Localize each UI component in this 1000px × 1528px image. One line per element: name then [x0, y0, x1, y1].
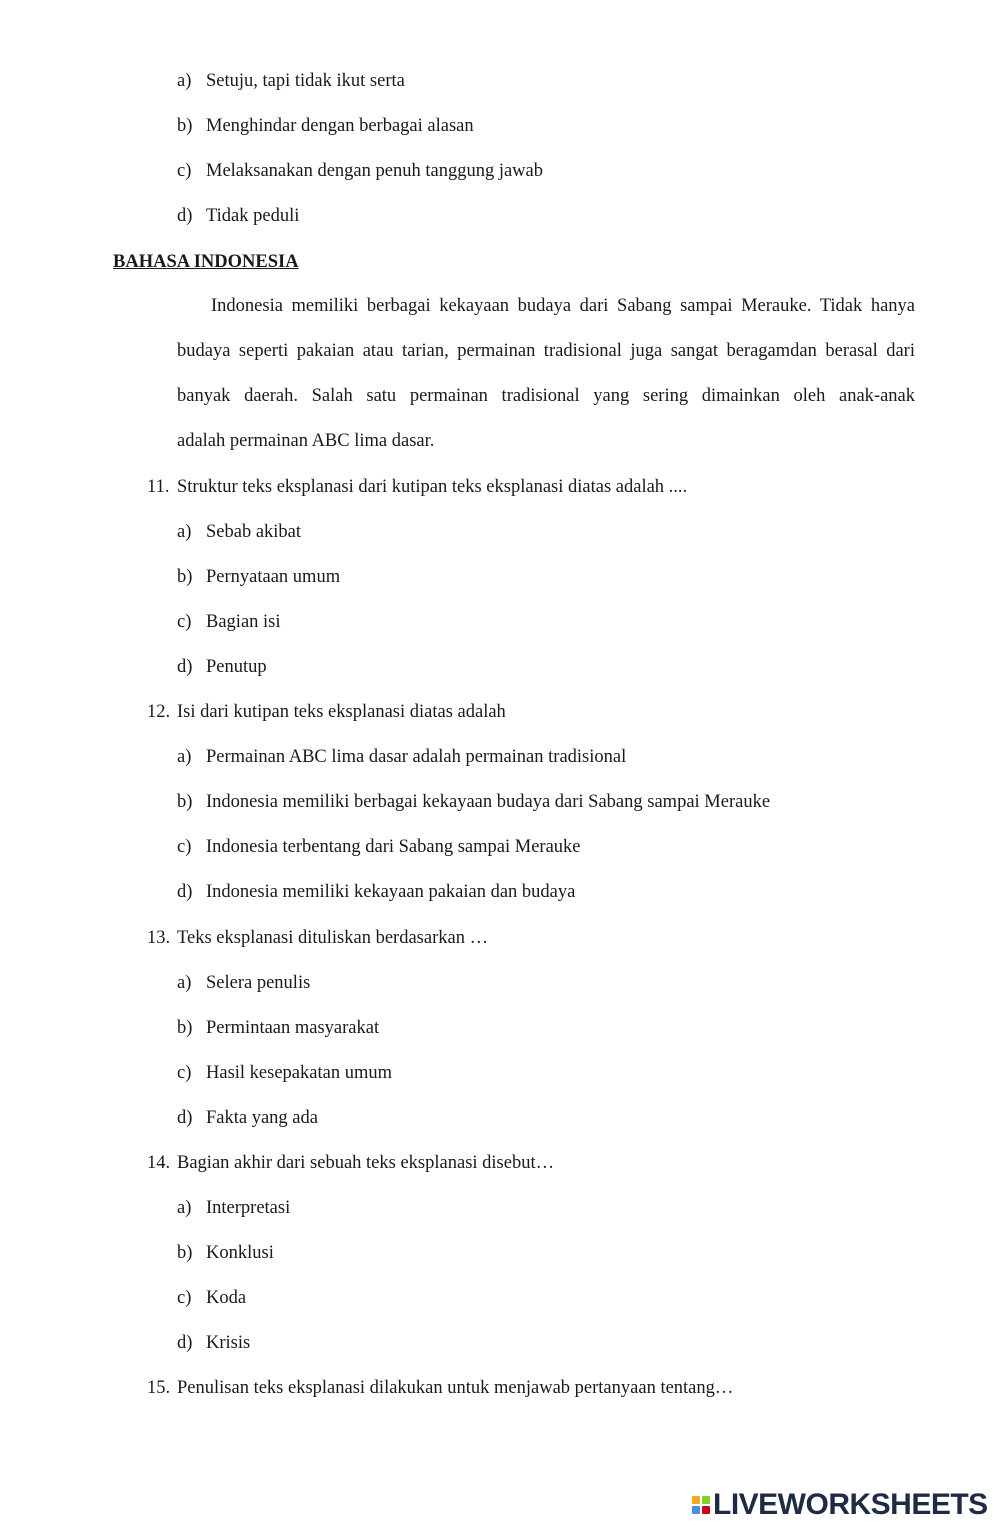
option-letter: c)	[177, 161, 192, 181]
option-text[interactable]: Krisis	[206, 1333, 251, 1353]
option-text[interactable]: Koda	[206, 1288, 247, 1308]
liveworksheets-logo	[692, 1488, 988, 1522]
option-letter: d)	[177, 882, 193, 902]
option-letter: b)	[177, 1243, 193, 1263]
passage-line: banyak daerah. Salah satu permainan tradisional yang sering dimainkan oleh anak-anak	[177, 386, 915, 406]
question-number: 15.	[147, 1378, 171, 1398]
logo-icon-square	[702, 1496, 710, 1504]
option-letter: b)	[177, 116, 193, 136]
option-text[interactable]: Indonesia terbentang dari Sabang sampai Merauke	[206, 837, 581, 857]
question-text: Penulisan teks eksplanasi dilakukan untuk menjawab pertanyaan tentang…	[177, 1378, 734, 1398]
option-text[interactable]: Sebab akibat	[206, 522, 302, 542]
option-text[interactable]: Tidak peduli	[206, 206, 300, 226]
option-text[interactable]: Fakta yang ada	[206, 1108, 318, 1128]
option-letter: a)	[177, 973, 192, 993]
section-heading: BAHASA INDONESIA	[113, 252, 299, 272]
option-letter: b)	[177, 1018, 193, 1038]
option-letter: a)	[177, 1198, 192, 1218]
option-letter: d)	[177, 1333, 193, 1353]
option-letter: d)	[177, 657, 193, 677]
question-text: Teks eksplanasi dituliskan berdasarkan …	[177, 928, 489, 948]
logo-text: LIVEWORKSHEETS	[713, 1488, 988, 1521]
option-letter: a)	[177, 747, 192, 767]
logo-icon-square	[692, 1506, 700, 1514]
option-text[interactable]: Hasil kesepakatan umum	[206, 1063, 392, 1083]
option-letter: c)	[177, 1288, 192, 1308]
question-text: Isi dari kutipan teks eksplanasi diatas adalah	[177, 702, 506, 722]
option-text[interactable]: Menghindar dengan berbagai alasan	[206, 116, 474, 136]
option-letter: c)	[177, 1063, 192, 1083]
option-letter: b)	[177, 792, 193, 812]
option-text[interactable]: Pernyataan umum	[206, 567, 341, 587]
option-letter: b)	[177, 567, 193, 587]
option-letter: c)	[177, 837, 192, 857]
question-number: 12.	[147, 702, 171, 722]
option-text[interactable]: Setuju, tapi tidak ikut serta	[206, 71, 405, 91]
option-text[interactable]: Selera penulis	[206, 973, 311, 993]
question-text: Struktur teks eksplanasi dari kutipan teks eksplanasi diatas adalah ....	[177, 477, 688, 497]
passage-line: Indonesia memiliki berbagai kekayaan budaya dari Sabang sampai Merauke. Tidak hanya	[211, 296, 915, 316]
option-text[interactable]: Bagian isi	[206, 612, 281, 632]
logo-icon-square	[692, 1496, 700, 1504]
option-text[interactable]: Indonesia memiliki kekayaan pakaian dan budaya	[206, 882, 576, 902]
option-text[interactable]: Permintaan masyarakat	[206, 1018, 380, 1038]
passage-line: adalah permainan ABC lima dasar.	[177, 431, 435, 451]
question-number: 13.	[147, 928, 171, 948]
option-text[interactable]: Permainan ABC lima dasar adalah permainan tradisional	[206, 747, 627, 767]
option-letter: a)	[177, 71, 192, 91]
question-number: 14.	[147, 1153, 171, 1173]
option-text[interactable]: Melaksanakan dengan penuh tanggung jawab	[206, 161, 544, 181]
question-text: Bagian akhir dari sebuah teks eksplanasi disebut…	[177, 1153, 555, 1173]
option-text[interactable]: Interpretasi	[206, 1198, 291, 1218]
option-letter: d)	[177, 1108, 193, 1128]
liveworksheets-logo-icon	[692, 1496, 710, 1514]
option-text[interactable]: Konklusi	[206, 1243, 274, 1263]
option-text[interactable]: Indonesia memiliki berbagai kekayaan budaya dari Sabang sampai Merauke	[206, 792, 771, 812]
question-number: 11.	[147, 477, 170, 497]
option-letter: a)	[177, 522, 192, 542]
option-letter: c)	[177, 612, 192, 632]
logo-icon-square	[702, 1506, 710, 1514]
option-text[interactable]: Penutup	[206, 657, 267, 677]
option-letter: d)	[177, 206, 193, 226]
passage-line: budaya seperti pakaian atau tarian, permainan tradisional juga sangat beragamdan berasal dari	[177, 341, 915, 361]
